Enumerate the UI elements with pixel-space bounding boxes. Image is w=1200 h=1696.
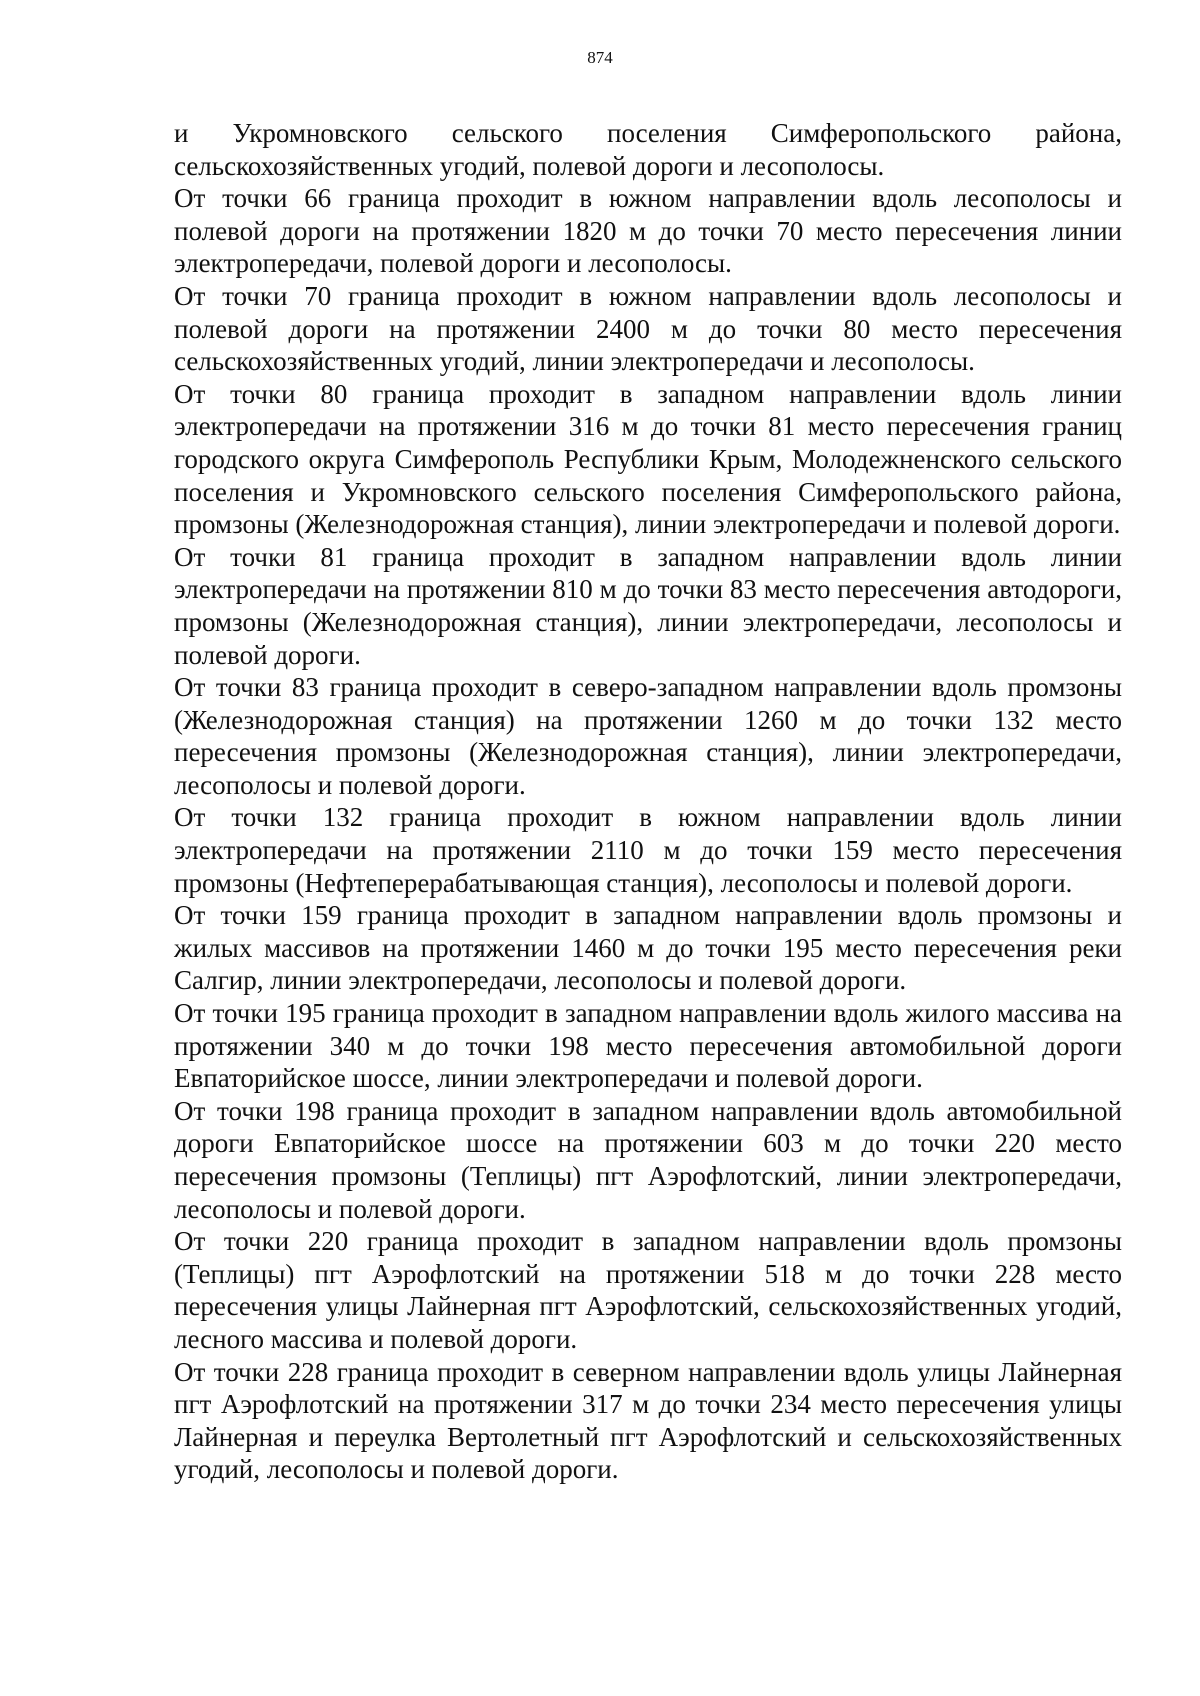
paragraph: и Укромновского сельского поселения Симферопольского района, сельскохозяйственных угодий, полевой дороги и лесополосы. bbox=[174, 118, 1122, 181]
paragraph: От точки 198 граница проходит в западном направлении вдоль автомобильной дороги Евпаторийское шоссе на протяжении 603 м до точки 220 место пересечения промзоны (Теплицы) пгт Аэрофлотский, линии электропередачи, лесополосы и полевой дороги. bbox=[174, 1095, 1122, 1224]
paragraph: От точки 83 граница проходит в северо-западном направлении вдоль промзоны (Железнодорожная станция) на протяжении 1260 м до точки 132 место пересечения промзоны (Железнодорожная станция), линии электропередачи, лесополосы и полевой дороги. bbox=[174, 672, 1122, 800]
document-body bbox=[174, 117, 1122, 1486]
page-number: 874 bbox=[587, 48, 613, 67]
paragraph: От точки 80 граница проходит в западном направлении вдоль линии электропередачи на протяжении 316 м до точки 81 место пересечения границ городского округа Симферополь Республики Крым, Молодежненского сельского поселения и Укромновского сельского поселения Симферопольского района, промзоны (Железнодорожная станция), линии электропередачи и полевой дороги. bbox=[174, 378, 1122, 540]
paragraph: От точки 195 граница проходит в западном направлении вдоль жилого массива на протяжении 340 м до точки 198 место пересечения автомобильной дороги Евпаторийское шоссе, линии электропередачи и полевой дороги. bbox=[174, 998, 1122, 1094]
paragraph: От точки 132 граница проходит в южном направлении вдоль линии электропередачи на протяжении 2110 м до точки 159 место пересечения промзоны (Нефтеперерабатывающая станция), лесополосы и полевой дороги. bbox=[174, 802, 1122, 898]
paragraph: От точки 70 граница проходит в южном направлении вдоль лесополосы и полевой дороги на протяжении 2400 м до точки 80 место пересечения сельскохозяйственных угодий, линии электропередачи и лесополосы. bbox=[174, 280, 1122, 377]
paragraph: От точки 81 граница проходит в западном направлении вдоль линии электропередачи на протяжении 810 м до точки 83 место пересечения автодороги, промзоны (Железнодорожная станция), линии электропередачи, лесополосы и полевой дороги. bbox=[174, 541, 1122, 670]
paragraph: От точки 220 граница проходит в западном направлении вдоль промзоны (Теплицы) пгт Аэрофлотский на протяжении 518 м до точки 228 место пересечения улицы Лайнерная пгт Аэрофлотский, сельскохозяйственных угодий, лесного массива и полевой дороги. bbox=[174, 1226, 1122, 1354]
paragraph: От точки 228 граница проходит в северном направлении вдоль улицы Лайнерная пгт Аэрофлотский на протяжении 317 м до точки 234 место пересечения улицы Лайнерная и переулка Вертолетный пгт Аэрофлотский и сельскохозяйственных угодий, лесополосы и полевой дороги. bbox=[174, 1356, 1122, 1485]
paragraph: От точки 159 граница проходит в западном направлении вдоль промзоны и жилых массивов на протяжении 1460 м до точки 195 место пересечения реки Салгир, линии электропередачи, лесополосы и полевой дороги. bbox=[174, 900, 1122, 996]
paragraph: От точки 66 граница проходит в южном направлении вдоль лесополосы и полевой дороги на протяжении 1820 м до точки 70 место пересечения линии электропередачи, полевой дороги и лесополосы. bbox=[174, 183, 1122, 279]
